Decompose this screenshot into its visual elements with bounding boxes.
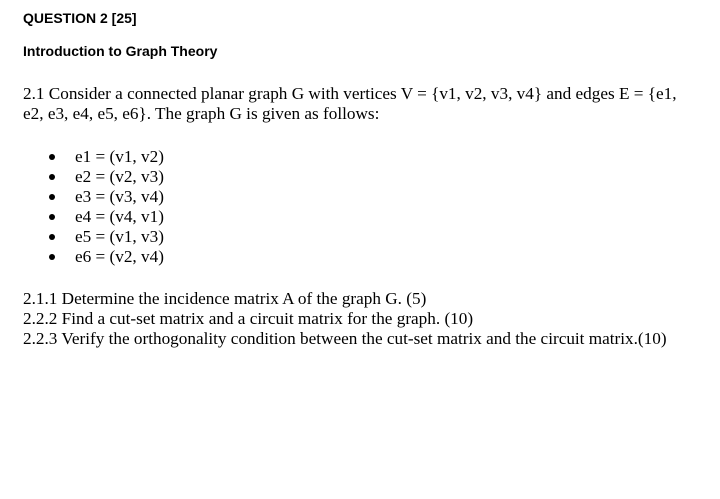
task-2-2-2: 2.2.2 Find a cut-set matrix and a circuit matrix for the graph. (10): [23, 309, 474, 328]
bullet-icon: [49, 234, 55, 240]
list-item: [47, 247, 164, 267]
edge-text: e3 = (v3, v4): [75, 187, 164, 206]
bullet-icon: [49, 214, 55, 220]
edge-text: e2 = (v2, v3): [75, 167, 164, 186]
bullet-icon: [49, 194, 55, 200]
list-item: [47, 187, 164, 207]
edge-text: e5 = (v1, v3): [75, 227, 164, 246]
edge-list: [47, 147, 164, 267]
list-item: [47, 227, 164, 247]
question-title: QUESTION 2 [25]: [23, 10, 137, 26]
bullet-icon: [49, 254, 55, 260]
list-item: [47, 147, 164, 167]
intro-paragraph: 2.1 Consider a connected planar graph G with vertices V = {v1, v2, v3, v4} and edges E = {e1, e2, e3, e4, e5, e6}. The graph G is given as follows:: [23, 84, 677, 123]
task-2-2-3: 2.2.3 Verify the orthogonality condition between the cut-set matrix and the circuit matrix.(10): [23, 329, 667, 348]
task-2-1-1: 2.1.1 Determine the incidence matrix A of the graph G. (5): [23, 289, 427, 308]
edge-text: e1 = (v1, v2): [75, 147, 164, 166]
edge-text: e4 = (v4, v1): [75, 207, 164, 226]
list-item: [47, 207, 164, 227]
bullet-icon: [49, 154, 55, 160]
bullet-icon: [49, 174, 55, 180]
list-item: [47, 167, 164, 187]
question-subtitle: Introduction to Graph Theory: [23, 43, 218, 59]
task-list: [23, 289, 667, 349]
edge-text: e6 = (v2, v4): [75, 247, 164, 266]
